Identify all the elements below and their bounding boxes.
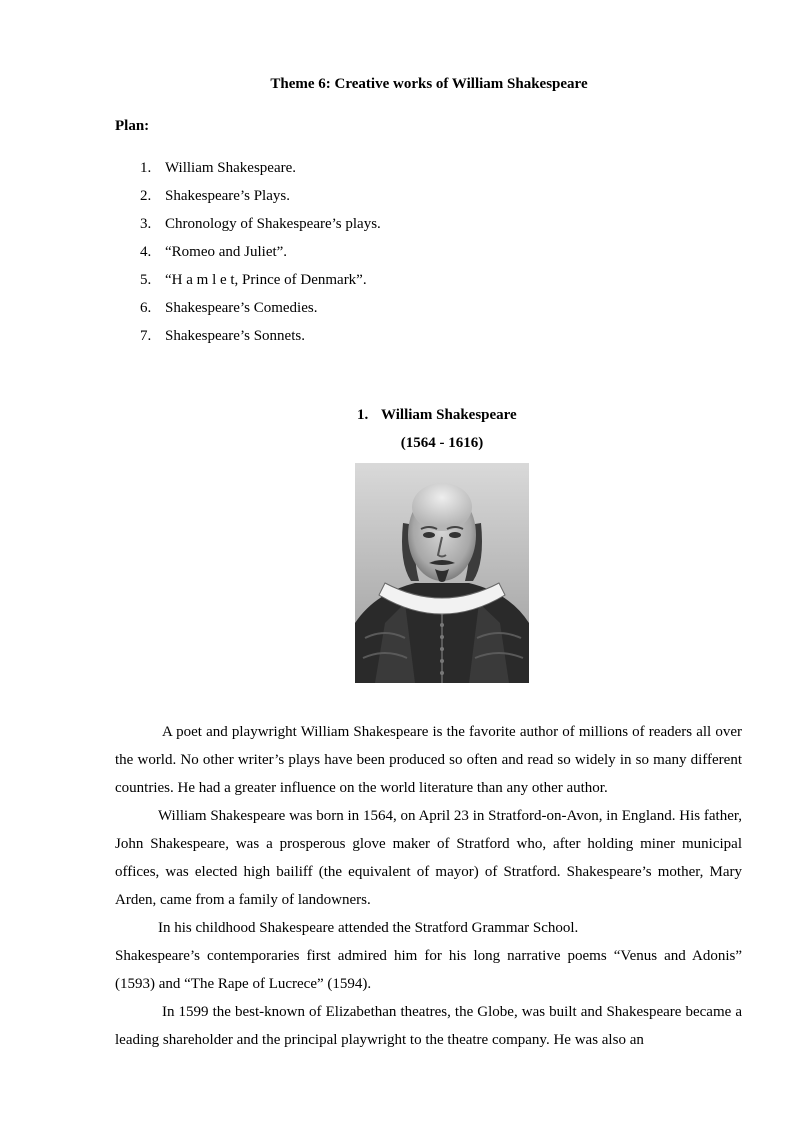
plan-item-text: Shakespeare’s Comedies. — [165, 300, 318, 316]
plan-item-number: 6. — [140, 300, 152, 316]
shakespeare-portrait — [355, 463, 529, 683]
paragraph: In his childhood Shakespeare attended the Stratford Grammar School. — [158, 920, 579, 936]
paragraph: In 1599 the best-known of Elizabethan theatres, the Globe, was built and Shakespeare became a leading shareholder and the principal playwright to the theatre company. He was also an — [115, 1004, 742, 1048]
plan-item-number: 3. — [140, 216, 152, 232]
section-title: William Shakespeare — [381, 407, 517, 423]
plan-item-text: Shakespeare’s Sonnets. — [165, 328, 305, 344]
plan-item-number: 4. — [140, 244, 152, 260]
plan-item-text: Chronology of Shakespeare’s plays. — [165, 216, 381, 232]
plan-item-text: Shakespeare’s Plays. — [165, 188, 290, 204]
plan-item-text: William Shakespeare. — [165, 160, 297, 176]
body-text — [115, 718, 742, 1054]
paragraph: Shakespeare’s contemporaries first admired him for his long narrative poems “Venus and Adonis” (1593) and “The Rape of Lucrece” (1594). — [115, 948, 742, 992]
plan-item-number: 7. — [140, 328, 152, 344]
plan-item-number: 5. — [140, 272, 152, 288]
plan-item-number: 2. — [140, 188, 152, 204]
plan-item-text: “H a m l e t, Prince of Denmark”. — [165, 272, 367, 288]
plan-label: Plan: — [115, 118, 150, 134]
section-number: 1. — [357, 407, 369, 423]
paragraph: A poet and playwright William Shakespeare is the favorite author of millions of readers all over the world. No other writer’s plays have been produced so often and read so widely in so many different countries. He had a greater influence on the world literature than any other author. — [115, 724, 742, 796]
section-heading — [357, 407, 517, 424]
section-dates: (1564 - 1616) — [400, 435, 484, 451]
paragraph: William Shakespeare was born in 1564, on April 23 in Stratford-on-Avon, in England. His father, John Shakespeare, was a prosperous glove maker of Stratford who, after holding miner municipal offices, was elected high bailiff (the equivalent of mayor) of Stratford. Shakespeare’s mother, Mary Arden, came from a family of landowners. — [115, 808, 742, 908]
plan-item-number: 1. — [140, 160, 152, 176]
plan-item-text: “Romeo and Juliet”. — [165, 244, 288, 260]
document-title: Theme 6: Creative works of William Shakespeare — [270, 76, 588, 92]
